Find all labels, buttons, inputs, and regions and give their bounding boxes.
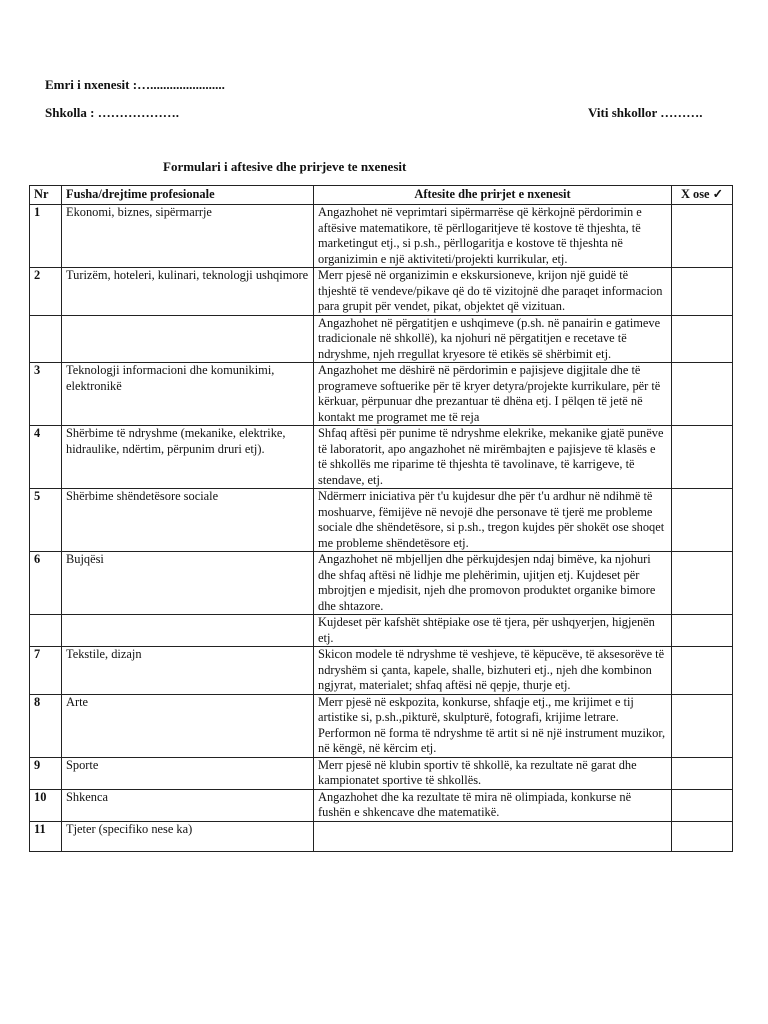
row-field: Turizëm, hoteleri, kulinari, teknologji ushqimore	[62, 268, 314, 316]
mark-cell[interactable]	[672, 426, 733, 489]
table-row	[30, 647, 733, 695]
row-number: 10	[30, 789, 62, 821]
table-row	[30, 615, 733, 647]
column-header-aptitudes: Aftesite dhe prirjet e nxenesit	[314, 186, 672, 205]
column-header-nr: Nr	[30, 186, 62, 205]
row-field: Shërbime të ndryshme (mekanike, elektrike, hidraulike, ndërtim, përpunim druri etj).	[62, 426, 314, 489]
mark-cell[interactable]	[672, 821, 733, 851]
column-header-field: Fusha/drejtime profesionale	[62, 186, 314, 205]
row-field: Arte	[62, 694, 314, 757]
row-description: Shfaq aftësi për punime të ndryshme elekrike, mekanike gjatë punëve të laboratorit, apo angazhohet në mirëmbajten e pajisjeve të klasës e të shkollës me riparime të thjeshta të tavolinave, të karrigeve, të stendave, etj.	[314, 426, 672, 489]
row-number: 4	[30, 426, 62, 489]
row-field: Ekonomi, biznes, sipërmarrje	[62, 205, 314, 268]
row-description: Angazhohet me dëshirë në përdorimin e pajisjeve digjitale dhe të programeve softuerike për të kryer detyra/projekte kurrikulare, për të kërkuar, përpunuar dhe prezantuar të dhëna etj. I pëlqen të jetë në kontakt me programet me të reja	[314, 363, 672, 426]
row-field	[62, 315, 314, 363]
mark-cell[interactable]	[672, 615, 733, 647]
row-field	[62, 615, 314, 647]
row-description[interactable]	[314, 821, 672, 851]
row-field: Sporte	[62, 757, 314, 789]
row-description: Merr pjesë në organizimin e ekskursioneve, krijon një guidë të thjeshtë të vendeve/pikave që do të vizitojnë dhe paraqet informacion para grupit për vendet, pikat, objektet që vizituan.	[314, 268, 672, 316]
row-description: Angazhohet dhe ka rezultate të mira në olimpiada, konkurse në fushën e shkencave dhe matematikë.	[314, 789, 672, 821]
row-number: 1	[30, 205, 62, 268]
row-number: 3	[30, 363, 62, 426]
mark-cell[interactable]	[672, 363, 733, 426]
row-field: Shkenca	[62, 789, 314, 821]
row-field: Shërbime shëndetësore sociale	[62, 489, 314, 552]
mark-cell[interactable]	[672, 552, 733, 615]
row-field: Tekstile, dizajn	[62, 647, 314, 695]
mark-cell[interactable]	[672, 268, 733, 316]
row-number: 2	[30, 268, 62, 316]
row-number	[30, 315, 62, 363]
row-number: 8	[30, 694, 62, 757]
mark-cell[interactable]	[672, 757, 733, 789]
table-row	[30, 789, 733, 821]
row-number: 9	[30, 757, 62, 789]
aptitude-table	[29, 185, 733, 852]
table-row	[30, 426, 733, 489]
school-year-field: Viti shkollor ……….	[588, 105, 703, 120]
row-number: 11	[30, 821, 62, 851]
row-description: Angazhohet në përgatitjen e ushqimeve (p.sh. në panairin e gatimeve tradicionale në shkollë), ka njohuri në përgatitjen e recetave të ndryshme, njeh rregullat kryesore të etikës së shërbimit etj.	[314, 315, 672, 363]
mark-cell[interactable]	[672, 647, 733, 695]
mark-cell[interactable]	[672, 489, 733, 552]
row-description: Merr pjesë në eskpozita, konkurse, shfaqje etj., me krijimet e tij artistike si, p.sh.,pikturë, skulpturë, fotografi, krijime letrare. Performon në forma të ndryshme të artit si në një instrument muzikor, në këngë, në kërcim etj.	[314, 694, 672, 757]
row-field: Bujqësi	[62, 552, 314, 615]
mark-cell[interactable]	[672, 315, 733, 363]
row-number: 7	[30, 647, 62, 695]
form-title: Formulari i aftesive dhe prirjeve te nxenesit	[163, 159, 407, 174]
row-field: Teknologji informacioni dhe komunikimi, elektronikë	[62, 363, 314, 426]
mark-cell[interactable]	[672, 694, 733, 757]
table-header-row	[30, 186, 733, 205]
row-number: 6	[30, 552, 62, 615]
mark-cell[interactable]	[672, 205, 733, 268]
row-description: Kujdeset për kafshët shtëpiake ose të tjera, për ushqyerjen, higjenën etj.	[314, 615, 672, 647]
row-description: Merr pjesë në klubin sportiv të shkollë, ka rezultate në garat dhe kampionatet sportive të shkollës.	[314, 757, 672, 789]
column-header-mark: X ose ✓	[672, 186, 733, 205]
table-row	[30, 757, 733, 789]
school-field: Shkolla : ……………….	[45, 105, 179, 120]
table-row	[30, 694, 733, 757]
row-number	[30, 615, 62, 647]
table-row	[30, 205, 733, 268]
table-row	[30, 315, 733, 363]
student-name-field: Emri i nxenesit :….......................	[45, 77, 225, 92]
table-row	[30, 268, 733, 316]
row-number: 5	[30, 489, 62, 552]
table-row	[30, 363, 733, 426]
mark-cell[interactable]	[672, 789, 733, 821]
table-row	[30, 489, 733, 552]
row-field: Tjeter (specifiko nese ka)	[62, 821, 314, 851]
row-description: Angazhohet në mbjelljen dhe përkujdesjen ndaj bimëve, ka njohuri dhe shfaq aftësi në lidhje me plehërimin, ujitjen etj. Kujdeset për mbrojtjen e mjedisit, njeh dhe promovon produktet organike bimore dhe shtazore.	[314, 552, 672, 615]
row-description: Skicon modele të ndryshme të veshjeve, të këpucëve, të aksesorëve të ndryshëm si çanta, kapele, shalle, bizhuteri etj., njeh dhe kombinon ngjyrat, materialet; shfaq aftësi në qepje, thurje etj.	[314, 647, 672, 695]
row-description: Ndërmerr iniciativa për t'u kujdesur dhe për t'u ardhur në ndihmë të moshuarve, fëmijëve në nevojë dhe personave të tjerë me probleme sociale dhe shëndetësore, si p.sh., tregon kujdes për shokët ose shoqet me probleme shëndetësore etj.	[314, 489, 672, 552]
table-row	[30, 552, 733, 615]
row-description: Angazhohet në veprimtari sipërmarrëse që kërkojnë përdorimin e aftësive matematikore, të përllogaritjeve të kostove të thjeshta, të marketingut etj., si p.sh., përllogaritja e kostove të thjeshta në organizimin e një aktiviteti/projekti kurrikular, etj.	[314, 205, 672, 268]
table-row	[30, 821, 733, 851]
